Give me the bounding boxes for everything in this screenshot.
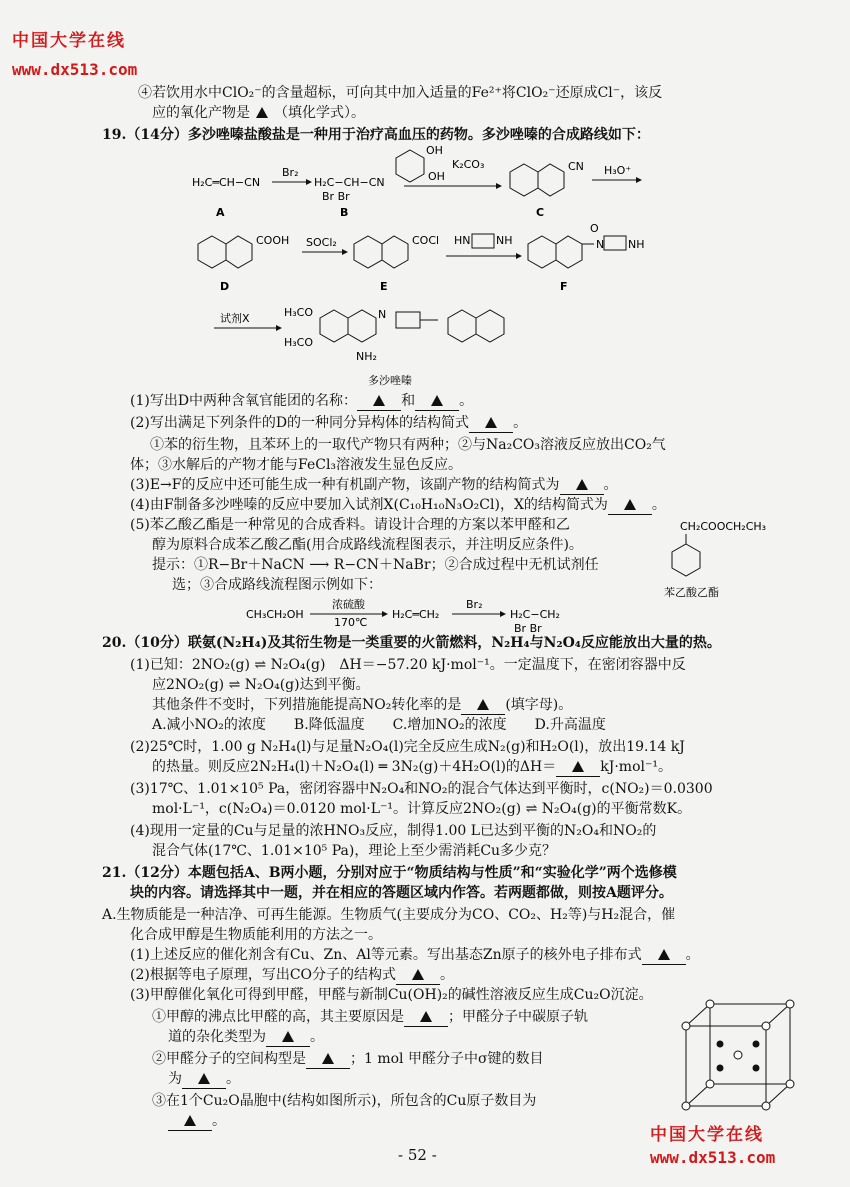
text-line: 体；③水解后的产物才能与FeCl₃溶液发生显色反应。 xyxy=(130,457,463,473)
brand-logo-bottom: 中国大学在线 xyxy=(650,1125,764,1145)
text-line xyxy=(152,1050,544,1069)
oh-label: OH xyxy=(426,144,443,157)
cooh-label: COOH xyxy=(256,234,290,247)
text-line: 醇为原料合成苯乙酸乙酯(用合成路线流程图表示，并注明反应条件)。 xyxy=(152,537,583,553)
reaction-arrow-head xyxy=(306,179,312,185)
atom-cu xyxy=(717,1065,724,1072)
atom-cu xyxy=(753,1041,760,1048)
text-span: (2)根据等电子原理，写出CO分子的结构式 xyxy=(130,967,397,983)
quinazoline-benzo-ring xyxy=(320,310,348,342)
text-line: ①苯的衍生物，且苯环上的一取代产物只有两种；②与Na₂CO₃溶液反应放出CO₂气 xyxy=(150,437,666,453)
answer-blank-icon xyxy=(477,699,489,710)
quinazoline-pyrimidine-ring xyxy=(348,310,376,342)
text-span: 。 xyxy=(226,1071,240,1087)
synthesis-scheme-diagram xyxy=(190,140,650,390)
text-span: (填字母)。 xyxy=(505,697,573,713)
label-c: C xyxy=(536,206,545,219)
amide-n: N xyxy=(596,238,605,251)
oh-label: OH xyxy=(428,170,445,183)
text-line xyxy=(168,1112,226,1131)
text-span: 其他条件不变时，下列措施能提高NO₂转化率的是 xyxy=(152,697,462,713)
benzodioxane-ring xyxy=(476,310,504,342)
text-span: 。 xyxy=(513,415,528,431)
text-line xyxy=(130,946,700,965)
label-b: B xyxy=(340,206,349,219)
reagent-x: 试剂X xyxy=(220,312,250,325)
text-line: (3)甲醇催化氧化可得到甲醛，甲醛与新制Cu(OH)₂的碱性溶液反应生成Cu₂O沉淀。 xyxy=(130,987,653,1003)
text-span: 。 xyxy=(651,497,666,513)
text-span: (1)上述反应的催化剂含有Cu、Zn、Al等元素。写出基态Zn原子的核外电子排布式 xyxy=(130,947,642,963)
answer-blank-icon xyxy=(576,479,588,490)
text-line: 提示：①R−Br＋NaCN ⟶ R−CN＋NaBr；②合成过程中无机试剂任 xyxy=(152,557,599,573)
benzodioxane-ring xyxy=(448,310,476,342)
atom-o xyxy=(706,1000,714,1008)
answer-blank[interactable] xyxy=(560,476,604,495)
ester-formula: CH₂COOCH₂CH₃ xyxy=(680,520,767,533)
text-line xyxy=(152,758,672,777)
ring-n-label: N xyxy=(378,308,387,321)
answer-blank-icon xyxy=(485,417,497,428)
answer-blank-icon xyxy=(322,1053,334,1064)
answer-blank-icon xyxy=(282,1031,294,1042)
answer-blank-icon xyxy=(658,949,670,960)
answer-blank-icon[interactable] xyxy=(256,107,268,118)
text-span: (3)E→F的反应中还可能生成一种有机副产物，该副产物的结构简式为 xyxy=(130,477,560,493)
methoxy-label: H₃CO xyxy=(284,306,314,319)
page-number: - 52 - xyxy=(398,1146,437,1164)
reagent-socl2: SOCl₂ xyxy=(306,236,337,249)
text-line: 应2NO₂(g) ⇌ N₂O₄(g)达到平衡。 xyxy=(152,677,370,693)
text-span: (4)由F制备多沙唑嗪的反应中要加入试剂X(C₁₀H₁₀N₃O₂Cl)，X的结构简式为 xyxy=(130,497,608,513)
example-cond-bottom: 170℃ xyxy=(334,616,368,629)
atom-o-center xyxy=(734,1051,742,1059)
label-f: F xyxy=(560,280,568,293)
atom-o xyxy=(706,1080,714,1088)
answer-blank-icon xyxy=(412,969,424,980)
answer-blank[interactable] xyxy=(556,758,600,777)
example-ethene: H₂C═CH₂ xyxy=(392,608,440,621)
text-line: (3)17℃、1.01×10⁵ Pa，密闭容器中N₂O₄和NO₂的混合气体达到平衡时，c(NO₂)＝0.0300 xyxy=(130,781,713,797)
text-span: (1)写出D中两种含氧官能团的名称： xyxy=(130,393,358,409)
reaction-arrow-head xyxy=(516,253,522,259)
text-line xyxy=(152,1008,588,1027)
catechol-ring xyxy=(396,150,424,182)
text-span: ①甲醇的沸点比甲醛的高，其主要原因是 xyxy=(152,1009,404,1025)
text-span: 道的杂化类型为 xyxy=(168,1029,266,1045)
compound-e-dioxane xyxy=(382,236,408,268)
text-line xyxy=(168,1028,324,1047)
ester-name: 苯乙酸乙酯 xyxy=(664,586,719,599)
compound-b-sub: Br Br xyxy=(322,190,350,203)
answer-blank[interactable] xyxy=(357,392,401,411)
ethyl-phenylacetate-structure xyxy=(648,518,788,602)
atom-o xyxy=(762,1022,770,1030)
cu2o-unit-cell-diagram xyxy=(676,996,806,1116)
text-line: A.减小NO₂的浓度 B.降低温度 C.增加NO₂的浓度 D.升高温度 xyxy=(152,717,606,733)
answer-blank-icon xyxy=(198,1073,210,1084)
answer-blank[interactable] xyxy=(461,696,505,715)
text-line: mol·L⁻¹，c(N₂O₄)＝0.0120 mol·L⁻¹。计算反应2NO₂(g) ⇌ N₂O₄(g)的平衡常数K。 xyxy=(152,801,692,817)
text-span: ；1 mol 甲醛分子中σ键的数目 xyxy=(350,1051,544,1067)
compound-e-ring xyxy=(354,236,382,268)
text-line: (4)现用一定量的Cu与足量的浓HNO₃反应，制得1.00 L已达到平衡的N₂O₄和NO₂的 xyxy=(130,823,657,839)
cocl-label: COCl xyxy=(412,234,440,247)
piperazine-nh-f: NH xyxy=(628,238,645,251)
cell-edge xyxy=(686,1004,710,1026)
cell-edge xyxy=(766,1004,790,1026)
text-line xyxy=(152,104,365,122)
reaction-arrow-head xyxy=(500,611,506,617)
text-line xyxy=(168,1070,240,1089)
text-span: kJ·mol⁻¹。 xyxy=(600,759,672,775)
piperazine-ring xyxy=(396,312,420,328)
text-line: (1)已知：2NO₂(g) ⇌ N₂O₄(g) ΔH＝−57.20 kJ·mol⁻¹。一定温度下，在密闭容器中反 xyxy=(130,657,686,673)
example-product: H₂C−CH₂ xyxy=(510,608,560,621)
text-line xyxy=(130,966,454,985)
atom-o xyxy=(762,1102,770,1110)
text-line xyxy=(130,414,527,433)
text-span: 为 xyxy=(168,1071,182,1087)
reaction-arrow-head xyxy=(496,183,502,189)
text-line: 块的内容。请选择其中一题，并在相应的答题区域内作答。若两题都做，则按A题评分。 xyxy=(130,885,673,901)
answer-blank[interactable] xyxy=(404,1008,448,1027)
amino-label: NH₂ xyxy=(356,350,377,363)
reaction-arrow-head xyxy=(276,325,282,331)
text-line xyxy=(130,476,618,495)
compound-f-dioxane xyxy=(556,236,582,268)
text-line: 选；③合成路线流程图示例如下： xyxy=(172,577,382,593)
answer-blank-icon xyxy=(572,761,584,772)
brand-url-top[interactable]: www.dx513.com xyxy=(12,60,138,79)
example-cond-top: 浓硫酸 xyxy=(332,598,365,611)
text-line: (5)苯乙酸乙酯是一种常见的合成香料。请设计合理的方案以苯甲醛和乙 xyxy=(130,517,570,533)
reagent-h3o: H₃O⁺ xyxy=(604,164,632,177)
text-span: 和 xyxy=(401,393,416,409)
methoxy-label: H₃CO xyxy=(284,336,314,349)
reaction-arrow-head xyxy=(636,177,642,183)
text-span: 。 xyxy=(212,1113,226,1129)
text-span: 应的氧化产物是 xyxy=(152,105,250,121)
brand-url-bottom[interactable]: www.dx513.com xyxy=(650,1148,776,1167)
text-line xyxy=(130,392,473,411)
label-d: D xyxy=(220,280,230,293)
answer-blank-icon xyxy=(420,1011,432,1022)
reaction-arrow-head xyxy=(342,249,348,255)
reagent-br2: Br₂ xyxy=(282,166,299,179)
brand-logo-top: 中国大学在线 xyxy=(12,31,126,51)
answer-blank[interactable] xyxy=(642,946,686,965)
text-span: (2)写出满足下列条件的D的一种同分异构体的结构简式 xyxy=(130,415,470,431)
reagent-k2co3: K₂CO₃ xyxy=(452,158,485,171)
text-line: 混合气体(17℃、1.01×10⁵ Pa)，理论上至少需消耗Cu多少克？ xyxy=(152,843,557,859)
cn-label: CN xyxy=(568,160,584,173)
answer-blank[interactable] xyxy=(608,496,652,515)
answer-blank-icon xyxy=(373,395,385,406)
question-20-title: 20.（10分）联氨(N₂H₄)及其衍生物是一类重要的火箭燃料，N₂H₄与N₂O₄反应能放出大量的热。 xyxy=(102,635,721,651)
piperazine-ring xyxy=(472,234,494,248)
text-line: 化合成甲醇是生物质能利用的方法之一。 xyxy=(130,927,382,943)
text-span: ②甲醛分子的空间构型是 xyxy=(152,1051,306,1067)
compound-d-dioxane xyxy=(226,236,252,268)
question-19-title: 19.（14分）多沙唑嗪盐酸盐是一种用于治疗高血压的药物。多沙唑嗪的合成路线如下： xyxy=(102,127,650,143)
answer-blank-icon xyxy=(184,1115,196,1126)
example-product-sub: Br Br xyxy=(514,622,542,634)
compound-a-formula: H₂C═CH−CN xyxy=(192,176,261,189)
answer-blank[interactable] xyxy=(182,1070,226,1089)
text-line: (2)25℃时，1.00 g N₂H₄(l)与足量N₂O₄(l)完全反应生成N₂(g)和H₂O(l)，放出19.14 kJ xyxy=(130,739,685,755)
cell-edge xyxy=(686,1084,710,1106)
text-line xyxy=(130,496,666,515)
question-21-title: 21.（12分）本题包括A、B两小题，分别对应于“物质结构与性质”和“实验化学”两个选修模 xyxy=(102,865,677,881)
answer-blank[interactable] xyxy=(415,392,459,411)
answer-blank[interactable] xyxy=(396,966,440,985)
atom-cu xyxy=(717,1041,724,1048)
label-e: E xyxy=(380,280,388,293)
label-a: A xyxy=(216,206,225,219)
carbonyl-o: O xyxy=(590,222,599,235)
text-span: 。 xyxy=(440,967,455,983)
atom-cu xyxy=(753,1065,760,1072)
example-ethanol: CH₃CH₂OH xyxy=(246,608,304,621)
compound-d-ring xyxy=(198,236,226,268)
answer-blank[interactable] xyxy=(306,1050,350,1069)
answer-blank[interactable] xyxy=(168,1112,212,1131)
piperazine-hn: HN xyxy=(454,234,471,247)
compound-c-ring xyxy=(510,164,538,196)
piperazine-ring xyxy=(604,236,626,250)
atom-o xyxy=(682,1022,690,1030)
piperazine-nh: NH xyxy=(496,234,513,247)
atom-o xyxy=(682,1102,690,1110)
compound-c-dioxane xyxy=(538,164,564,196)
reaction-arrow-head xyxy=(382,611,388,617)
benzene-ring xyxy=(672,544,700,576)
example-br2: Br₂ xyxy=(466,598,483,611)
text-line: ④若饮用水中ClO₂⁻的含量超标，可向其中加入适量的Fe²⁺将ClO₂⁻还原成Cl⁻，该反 xyxy=(138,85,663,101)
text-span: 的热量。则反应2N₂H₄(l)＋N₂O₄(l) ═ 3N₂(g)＋4H₂O(l)的ΔH＝ xyxy=(152,759,557,775)
text-span: 。 xyxy=(685,947,700,963)
product-name: 多沙唑嗪 xyxy=(368,374,412,387)
text-span: （填化学式）。 xyxy=(274,105,365,121)
answer-blank-icon xyxy=(431,395,443,406)
text-span: 。 xyxy=(603,477,618,493)
answer-blank[interactable] xyxy=(266,1028,310,1047)
text-span: ；甲醛分子中碳原子轨 xyxy=(448,1009,588,1025)
compound-b-formula: H₂C−CH−CN xyxy=(314,176,385,189)
answer-blank-icon xyxy=(624,499,636,510)
cell-edge xyxy=(766,1084,790,1106)
text-line: A.生物质能是一种洁净、可再生能源。生物质气(主要成分为CO、CO₂、H₂等)与H₂混合，催 xyxy=(102,907,676,923)
text-span: 。 xyxy=(459,393,474,409)
example-route-diagram xyxy=(246,594,586,634)
atom-o xyxy=(786,1000,794,1008)
atom-o xyxy=(786,1080,794,1088)
text-line: ③在1个Cu₂O晶胞中(结构如图所示)，所包含的Cu原子数目为 xyxy=(152,1093,537,1109)
compound-f-ring xyxy=(528,236,556,268)
text-span: 。 xyxy=(310,1029,324,1045)
text-line xyxy=(152,696,572,715)
answer-blank[interactable] xyxy=(469,414,513,433)
